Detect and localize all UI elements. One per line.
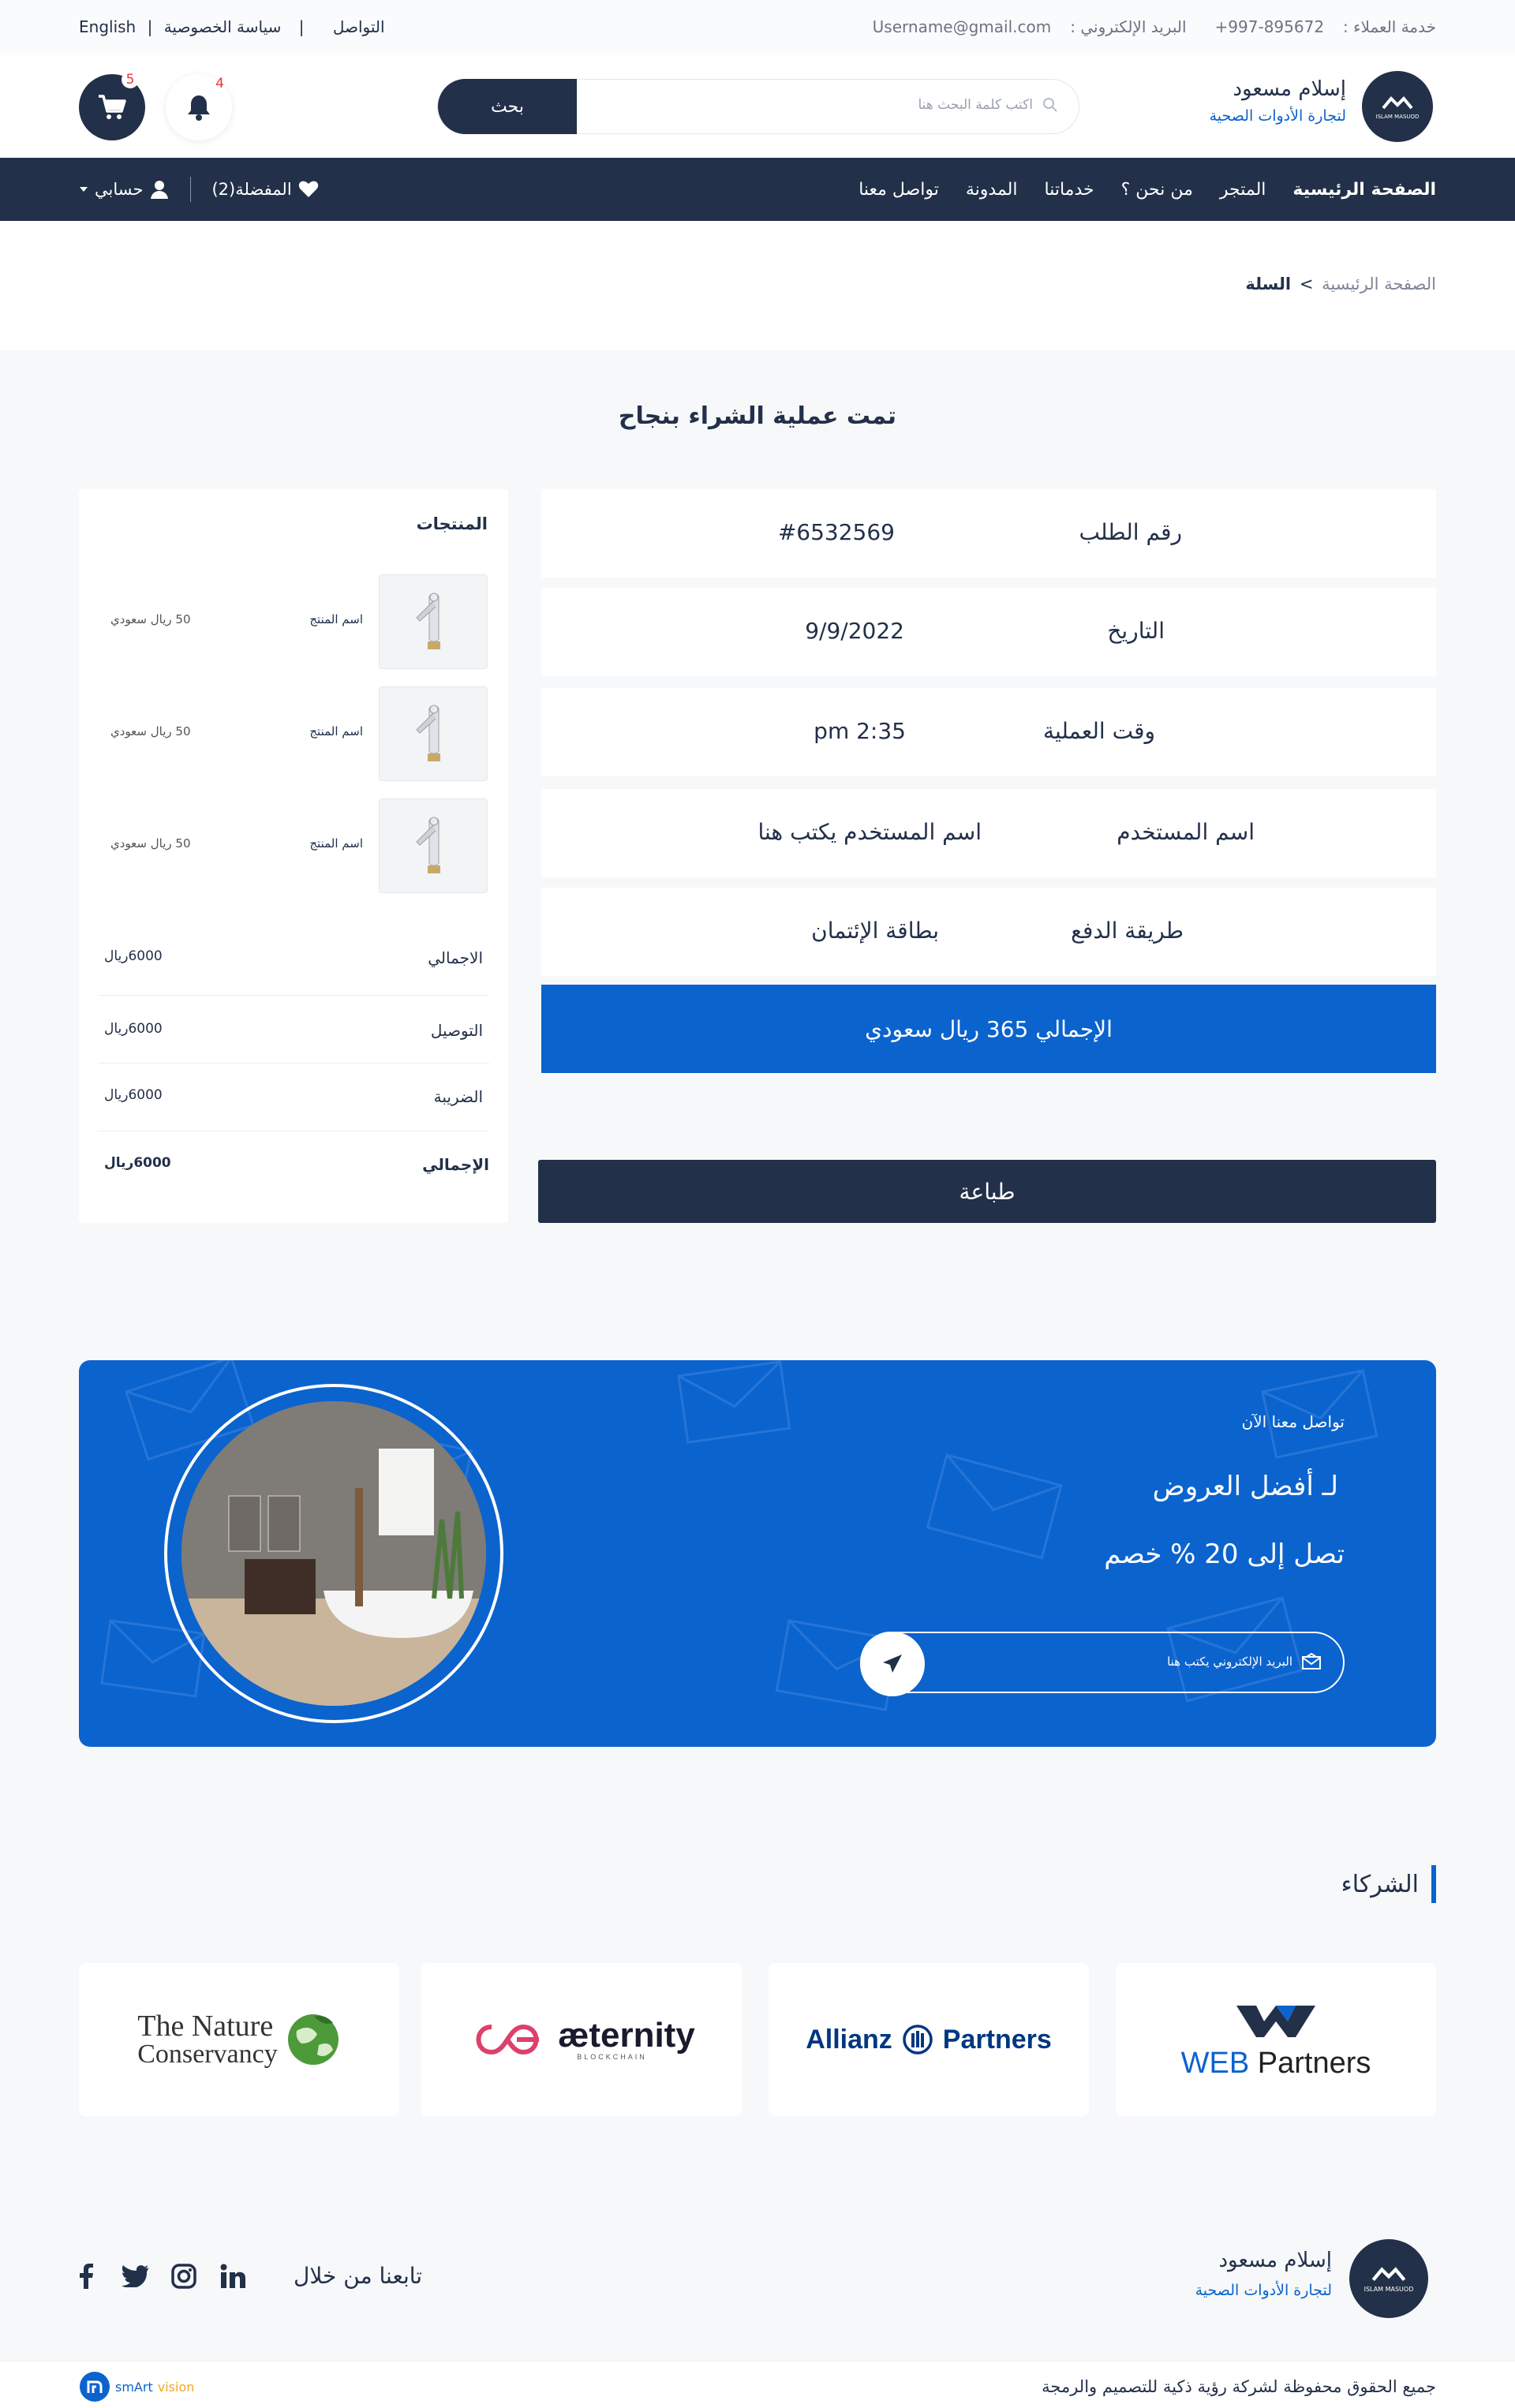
notifications-count: 4 <box>215 76 224 92</box>
product-item[interactable] <box>79 686 508 781</box>
newsletter-email-input[interactable] <box>860 1632 1345 1693</box>
footer-brand-name: إسلام مسعود <box>1218 2249 1332 2272</box>
smart-text: smArt <box>115 2379 153 2395</box>
divider <box>190 177 191 202</box>
order-date-value: 9/9/2022 <box>805 618 904 644</box>
favorites-link[interactable] <box>211 180 318 199</box>
facebook-icon[interactable] <box>73 2263 99 2290</box>
nav-item-blog[interactable]: المدونة <box>965 179 1018 200</box>
partner-allianz[interactable] <box>769 1963 1089 2116</box>
partner-logo <box>137 2011 341 2068</box>
partner-logo <box>468 2018 695 2061</box>
order-number-row <box>541 489 1436 578</box>
product-price-value: 50 <box>175 612 191 626</box>
bathroom-image <box>181 1401 486 1706</box>
product-currency: ريال سعودي <box>110 612 172 626</box>
account-area <box>79 158 319 221</box>
product-name: اسم المنتج <box>309 836 363 851</box>
footer-brand-tagline: لتجارة الأدوات الصحية <box>1195 2282 1332 2299</box>
copyright-bar <box>0 2361 1515 2408</box>
order-user-label: اسم المستخدم <box>1117 819 1255 845</box>
nav-menu <box>858 158 1436 221</box>
partner-logo <box>806 2024 1052 2055</box>
partner-logo <box>1181 1999 1371 2081</box>
cart-icon <box>97 94 127 121</box>
newsletter-line1: لـ أفضل العروض <box>1152 1471 1338 1502</box>
send-icon <box>881 1653 903 1675</box>
summary-row-delivery <box>98 996 489 1064</box>
top-bar <box>0 0 1515 55</box>
partner-line1: The Nature <box>137 2010 274 2043</box>
notifications-button[interactable] <box>166 74 232 140</box>
smart-vision-logo[interactable] <box>79 2371 194 2402</box>
web-partners-logo-icon <box>1233 1999 1319 2043</box>
partner-line2: Partners <box>1257 2046 1371 2080</box>
partner-line1: Allianz <box>806 2024 892 2055</box>
product-price-value: 50 <box>175 836 191 851</box>
logo-circle <box>1362 71 1433 142</box>
brand-name: إسلام مسعود <box>1233 77 1346 101</box>
user-icon <box>149 179 170 200</box>
allianz-eagle-icon <box>902 2024 933 2055</box>
top-contact-info <box>854 17 1436 36</box>
partner-line2: Partners <box>942 2024 1052 2055</box>
summary-value: 6000ريال <box>104 1021 163 1037</box>
heading-accent <box>1431 1865 1436 1903</box>
customer-service-label: خدمة العملاء : <box>1343 17 1436 36</box>
order-total-bar: الإجمالي 365 ريال سعودي <box>541 985 1436 1073</box>
newsletter-banner <box>79 1360 1436 1747</box>
print-button[interactable]: طباعة <box>538 1160 1436 1223</box>
twitter-icon[interactable] <box>122 2263 148 2290</box>
partner-web-partners[interactable] <box>1116 1963 1436 2116</box>
product-currency: ريال سعودي <box>110 836 172 851</box>
newsletter-input-content <box>1167 1653 1321 1670</box>
newsletter-send-button[interactable] <box>860 1632 925 1696</box>
newsletter-line2: تصل إلى 20 % خصم <box>1104 1539 1345 1570</box>
email-label: البريد الإلكتروني : <box>1070 17 1187 36</box>
product-thumb <box>379 574 488 669</box>
order-payment-value: بطاقة الإئتمان <box>811 918 939 944</box>
product-thumb <box>379 798 488 893</box>
brand-logo[interactable] <box>1362 71 1433 142</box>
product-name: اسم المنتج <box>309 612 363 626</box>
breadcrumb-current: السلة <box>1245 275 1292 294</box>
summary-value: 6000ريال <box>104 1087 163 1103</box>
logo-text: ISLAM MASUOD <box>1375 113 1420 120</box>
logo-text: ISLAM MASUOD <box>1364 2286 1414 2293</box>
footer-logo-circle <box>1349 2239 1428 2318</box>
order-time-label: وقت العملية <box>1042 718 1155 744</box>
partners-title: الشركاء <box>1341 1870 1419 1898</box>
newsletter-placeholder: البريد الإلكتروني يكتب هنا <box>1167 1655 1292 1669</box>
partner-aeternity[interactable] <box>421 1963 742 2116</box>
main-nav <box>0 158 1515 221</box>
partner-line2: Conservancy <box>137 2040 278 2069</box>
summary-value: 6000ريال <box>104 1155 171 1171</box>
summary-value: 6000ريال <box>104 948 163 964</box>
search-icon <box>1042 97 1058 113</box>
product-price <box>110 724 191 738</box>
product-item[interactable] <box>79 574 508 669</box>
order-date-label: التاريخ <box>1107 618 1165 644</box>
top-links <box>79 17 385 36</box>
bell-icon <box>185 93 212 122</box>
contact-link[interactable]: التواصل <box>332 17 385 36</box>
order-number-value: #6532569 <box>777 519 895 545</box>
product-price <box>110 836 191 851</box>
follow-label: تابعنا من خلال <box>294 2263 423 2289</box>
summary-label: التوصيل <box>430 1021 483 1040</box>
brand-tagline: لتجارة الأدوات الصحية <box>1209 107 1346 125</box>
order-date-row <box>541 588 1436 676</box>
aeternity-text <box>558 2018 695 2061</box>
chevron-down-icon <box>79 186 88 193</box>
brand-text <box>1210 77 1346 125</box>
partner-nature-conservancy[interactable] <box>79 1963 399 2116</box>
faucet-icon <box>406 586 461 657</box>
newsletter-eyebrow: تواصل معنا الآن <box>1241 1412 1345 1431</box>
search-placeholder: اكتب كلمة البحث هنا <box>918 97 1033 113</box>
partner-line1: WEB <box>1180 2046 1250 2080</box>
heart-icon <box>298 180 319 199</box>
summary-label: الإجمالي <box>422 1155 489 1174</box>
breadcrumb <box>1245 275 1436 294</box>
linkedin-icon[interactable] <box>219 2263 246 2290</box>
product-price-value: 50 <box>175 724 191 738</box>
product-thumb <box>379 686 488 781</box>
summary-label: الضريبة <box>433 1087 483 1106</box>
email-value[interactable]: Username@gmail.com <box>872 17 1052 36</box>
customer-service-phone[interactable]: +997-895672 <box>1214 17 1325 36</box>
order-user-value: اسم المستخدم يكتب هنا <box>758 819 982 845</box>
nav-item-services[interactable]: خدماتنا <box>1044 179 1094 200</box>
order-time-value: pm 2:35 <box>814 718 906 744</box>
breadcrumb-strip <box>0 221 1515 350</box>
header <box>0 55 1515 158</box>
logo-mark-icon <box>1370 2264 1408 2283</box>
mail-icon <box>1302 1653 1321 1670</box>
account-label: حسابي <box>95 180 144 199</box>
smart-vision-logo-icon <box>79 2371 110 2402</box>
product-name: اسم المنتج <box>309 724 363 738</box>
nav-item-home[interactable]: الصفحة الرئيسية <box>1292 179 1436 200</box>
vision-text: vision <box>157 2379 195 2395</box>
order-user-row <box>541 789 1436 877</box>
summary-row-subtotal <box>98 928 489 996</box>
separator: | <box>298 17 305 36</box>
logo-mark-icon <box>1380 94 1415 111</box>
product-price <box>110 612 191 626</box>
footer-brand-text <box>1195 2249 1332 2299</box>
page-title: تمت عملية الشراء بنجاح <box>618 402 897 430</box>
summary-label: الاجمالي <box>428 948 483 967</box>
account-menu[interactable] <box>79 179 170 200</box>
nav-item-about[interactable]: من نحن ؟ <box>1120 179 1193 200</box>
partner-line2: BLOCKCHAIN <box>577 2053 647 2061</box>
search-bar <box>437 79 1079 134</box>
faucet-icon <box>406 698 461 769</box>
search-button[interactable]: بحث <box>438 79 577 134</box>
products-title: المنتجات <box>416 514 488 533</box>
summary-row-tax <box>98 1064 489 1131</box>
partner-line1: æternity <box>558 2016 695 2055</box>
summary-row-total <box>98 1131 489 1199</box>
cart-button[interactable] <box>79 74 145 140</box>
order-number-label: رقم الطلب <box>1079 519 1182 545</box>
nav-item-store[interactable]: المتجر <box>1219 179 1266 200</box>
instagram-icon[interactable] <box>170 2263 197 2290</box>
social-links <box>73 2263 246 2290</box>
order-time-row <box>541 688 1436 776</box>
separator: | <box>147 17 153 36</box>
nav-item-contact[interactable]: تواصل معنا <box>858 179 939 200</box>
favorites-label: المفضلة(2) <box>211 180 292 199</box>
privacy-link[interactable]: سياسة الخصوصية <box>163 17 282 36</box>
cart-count: 5 <box>122 71 139 88</box>
order-payment-row <box>541 888 1436 976</box>
breadcrumb-separator: > <box>1299 275 1314 294</box>
aeternity-logo-icon <box>468 2019 547 2060</box>
product-currency: ريال سعودي <box>110 724 172 738</box>
partners-heading <box>1341 1865 1436 1903</box>
faucet-icon <box>406 810 461 881</box>
search-input[interactable] <box>918 97 1059 113</box>
nature-text <box>137 2011 278 2068</box>
breadcrumb-home[interactable]: الصفحة الرئيسية <box>1322 275 1436 294</box>
language-link[interactable]: English <box>79 17 137 36</box>
copyright-text: جميع الحقوق محفوظة لشركة رؤية ذكية للتصميم والرمجة <box>1042 2377 1436 2396</box>
globe-leaf-icon <box>286 2012 341 2067</box>
order-payment-label: طريقة الدفع <box>1071 918 1184 944</box>
bathroom-illustration <box>181 1401 486 1706</box>
product-item[interactable] <box>79 798 508 893</box>
footer-logo[interactable] <box>1349 2239 1428 2318</box>
